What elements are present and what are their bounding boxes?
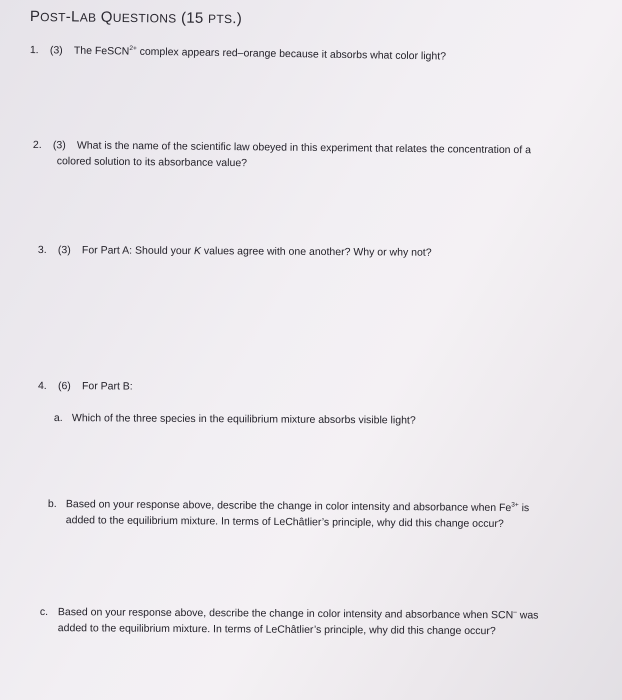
question-2: 2. (3) What is the name of the scientific law obeyed in this experiment that relates the concentration of a colored solution to its absorbance value? [32, 138, 532, 170]
question-1: 1. (3) The FeSCN$^{2+}$ complex appears red–orange because it absorbs what color light? [29, 43, 447, 63]
subpart-c: c. Based on your response above, describe the change in color intensity and absorbance when SCN– was added to the equilibrium mixture. In terms of LeChâtlier’s principle, why did this change occur? [39, 605, 539, 638]
subpart-letter: a. [53, 411, 63, 425]
question-3: 3. (3) For Part A: Should your K values agree with one another? Why or why not? [37, 243, 432, 259]
section-heading: POST-LAB QUESTIONS (15 PTS.) [29, 8, 243, 28]
question-points: (3) [52, 139, 66, 152]
question-number: 1. [29, 43, 39, 57]
subpart-b: b. Based on your response above, describe the change in color intensity and absorbance when $Fe^{3+}$ is added to the equilibrium mixture. In terms of LeChâtlier’s principle, why did this change occur? [47, 497, 530, 530]
question-number: 4. [37, 379, 47, 393]
question-number: 3. [37, 243, 47, 257]
subpart-a: a. Which of the three species in the equilibrium mixture absorbs visible light? [53, 411, 416, 427]
question-4: 4. (6) For Part B: [37, 379, 133, 393]
subpart-letter: c. [39, 605, 49, 619]
subpart-letter: b. [47, 497, 57, 511]
question-points: (3) [49, 44, 63, 57]
question-points: (3) [57, 244, 71, 257]
question-points: (6) [57, 380, 71, 393]
question-number: 2. [32, 138, 42, 152]
